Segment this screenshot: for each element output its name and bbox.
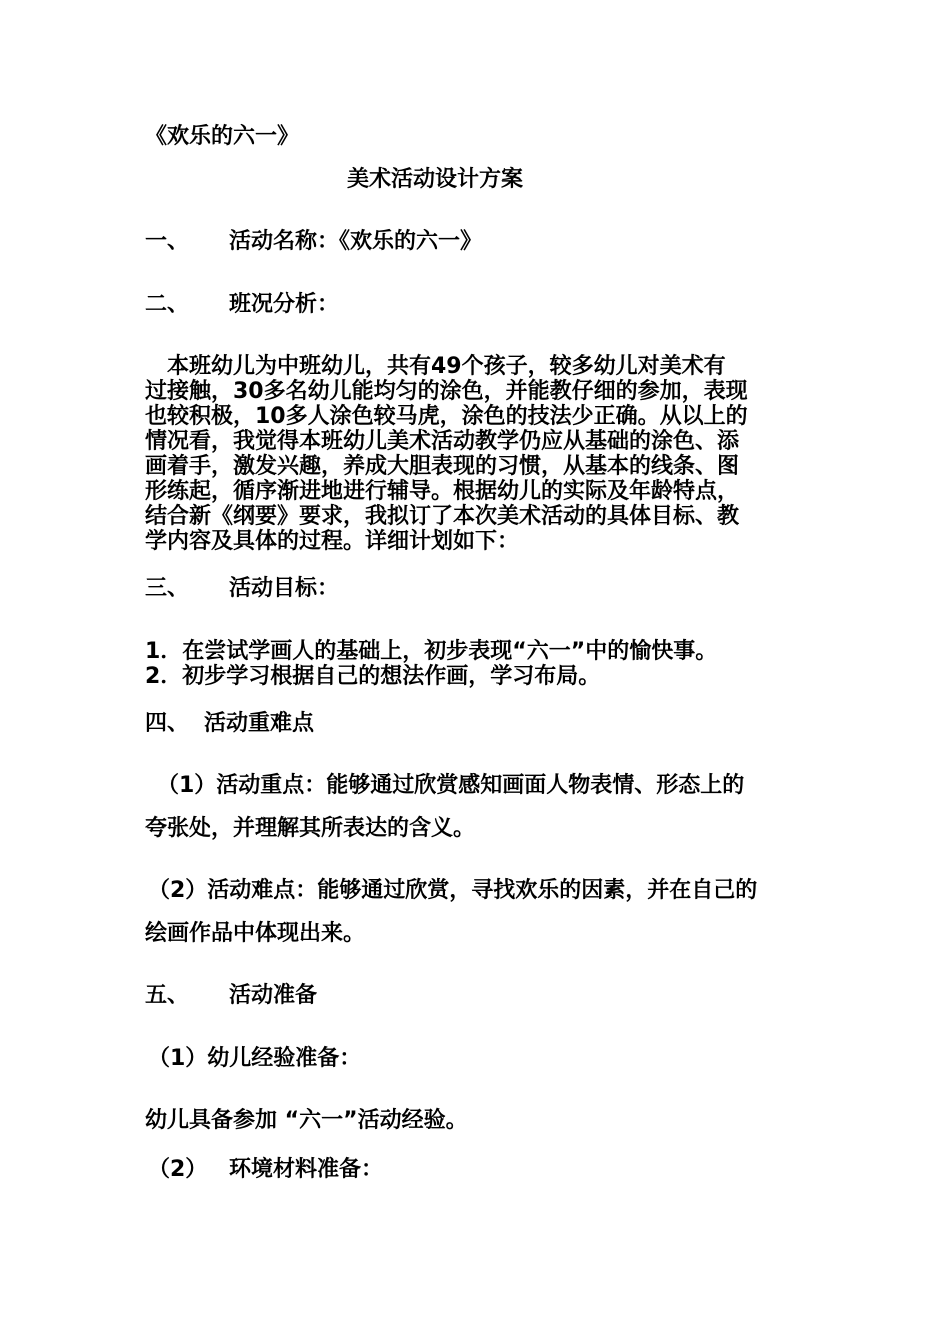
analysis-line: 情况看，我觉得本班幼儿美术活动教学仍应从基础的涂色、添 bbox=[145, 429, 740, 454]
prep-2-text: 环境材料准备： bbox=[229, 1157, 384, 1182]
analysis-line: 过接触，30多名幼儿能均匀的涂色，并能教仔细的参加，表现 bbox=[145, 379, 748, 404]
analysis-line: 学内容及具体的过程。详细计划如下： bbox=[145, 529, 520, 554]
prep-2-number: （2） bbox=[148, 1157, 208, 1182]
section-4-number: 四、 bbox=[145, 711, 190, 736]
document-title-line: 《欢乐的六一》 bbox=[145, 124, 300, 149]
analysis-line: 也较积极，10多人涂色较马虎，涂色的技法少正确。从以上的 bbox=[145, 404, 748, 429]
section-1-text: 活动名称：《欢乐的六一》 bbox=[229, 229, 483, 254]
goal-item: 1．在尝试学画人的基础上，初步表现“六一”中的愉快事。 bbox=[145, 639, 718, 664]
section-1-number: 一、 bbox=[145, 229, 190, 254]
section-5-number: 五、 bbox=[145, 983, 190, 1008]
analysis-paragraph bbox=[145, 354, 810, 554]
section-3-heading bbox=[145, 576, 339, 601]
section-2-heading bbox=[145, 292, 339, 317]
section-2-number: 二、 bbox=[145, 292, 190, 317]
section-4-heading bbox=[145, 711, 314, 736]
analysis-line: 结合新《纲要》要求，我拟订了本次美术活动的具体目标、教 bbox=[145, 504, 740, 529]
section-3-number: 三、 bbox=[145, 576, 190, 601]
document-subtitle: 美术活动设计方案 bbox=[347, 167, 524, 192]
section-4-text: 活动重难点 bbox=[204, 711, 315, 736]
difficulty-line-2: 绘画作品中体现出来。 bbox=[145, 921, 366, 946]
section-1-heading bbox=[145, 229, 482, 254]
goal-item: 2．初步学习根据自己的想法作画，学习布局。 bbox=[145, 664, 601, 689]
prep-1-heading: （1）幼儿经验准备： bbox=[148, 1046, 362, 1071]
goals-list bbox=[145, 639, 810, 689]
section-5-heading bbox=[145, 983, 317, 1008]
analysis-line: 形练起，循序渐进地进行辅导。根据幼儿的实际及年龄特点， bbox=[145, 479, 740, 504]
section-2-text: 班况分析： bbox=[229, 292, 340, 317]
prep-1-text: 幼儿具备参加 “六一”活动经验。 bbox=[145, 1108, 468, 1133]
difficulty-line-1: （2）活动难点：能够通过欣赏，寻找欢乐的因素，并在自己的 bbox=[148, 878, 758, 903]
key-point-line-2: 夸张处，并理解其所表达的含义。 bbox=[145, 816, 476, 841]
analysis-line: 本班幼儿为中班幼儿，共有49个孩子，较多幼儿对美术有 bbox=[145, 354, 726, 379]
section-5-text: 活动准备 bbox=[229, 983, 318, 1008]
key-point-line-1: （1）活动重点：能够通过欣赏感知画面人物表情、形态上的 bbox=[157, 773, 745, 798]
prep-2-heading bbox=[148, 1157, 383, 1182]
section-3-text: 活动目标： bbox=[229, 576, 340, 601]
analysis-line: 画着手，激发兴趣，养成大胆表现的习惯，从基本的线条、图 bbox=[145, 454, 740, 479]
